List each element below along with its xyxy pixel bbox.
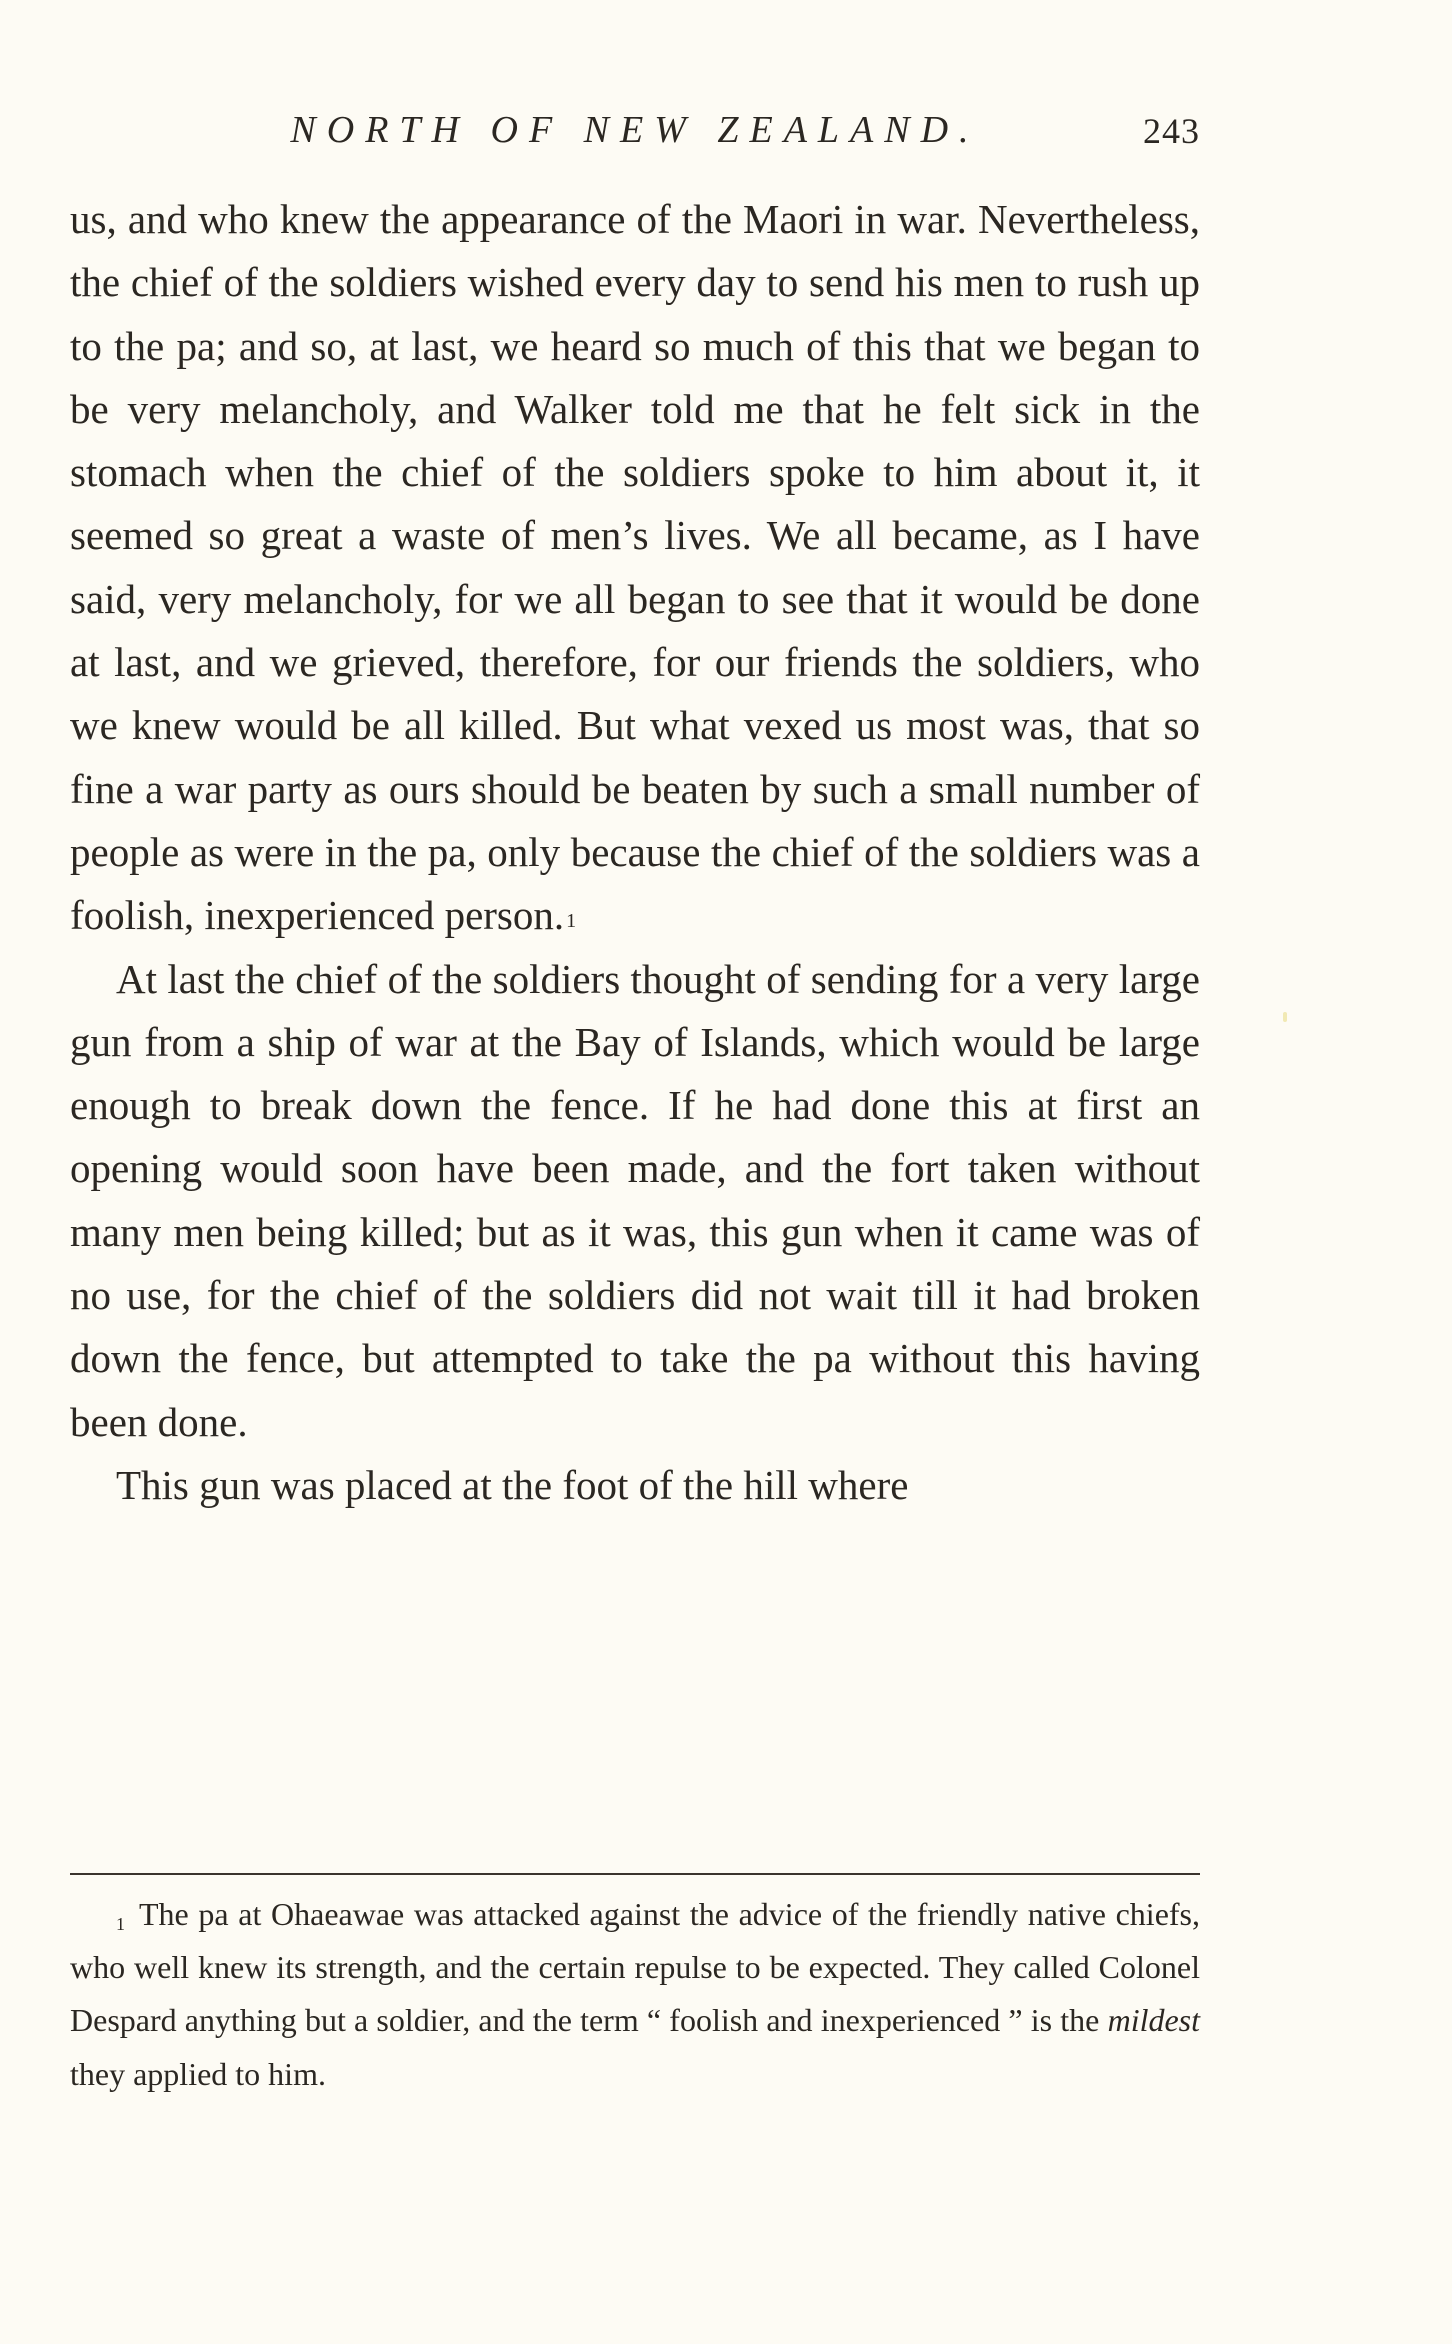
footnote-divider xyxy=(70,1873,1200,1875)
running-title: NORTH OF NEW ZEALAND. xyxy=(290,109,980,151)
page-number: 243 xyxy=(1143,111,1200,151)
paragraph-text: us, and who knew the appearance of the Maori in war. Nevertheless, the chief of the soldiers wished every day to send his men to rush up to the pa; and so, at last, we heard so much of this that we began to be very melancholy, and Walker told me that he felt sick in the stomach when the chief of the soldiers spoke to him about it, it seemed so great a waste of men’s lives. We all became, as I have said, very melancholy, for we all began to see that it would be done at last, and we grieved, therefore, for our friends the soldiers, who we knew would be all killed. But what vexed us most was, that so fine a war party as ours should be beaten by such a small number of people as were in the pa, only because the chief of the soldiers was a foolish, inexperienced person. xyxy=(70,196,1200,939)
footnote-marker: 1 xyxy=(116,1914,125,1934)
footnote-text-end: they applied to him. xyxy=(70,2055,326,2092)
running-head xyxy=(70,108,1200,158)
body-text xyxy=(70,188,1200,1517)
footnote-text: The pa at Ohaeawae was attacked against the advice of the friendly native chiefs, who well knew its strength, and the certain repulse to be expected. They called Colonel Despard anything but a soldier, and the term “ foolish and inexperienced ” is the xyxy=(70,1896,1200,2039)
paragraph: At last the chief of the soldiers thought of sending for a very large gun from a ship of war at the Bay of Islands, which would be large enough to break down the fence. If he had done this at first an opening would soon have been made, and the fort taken without many men being killed; but as it was, this gun when it came was of no use, for the chief of the soldiers did not wait till it had broken down the fence, but attempted to take the pa without this having been done. xyxy=(70,955,1200,1445)
footnote-emphasis: mildest xyxy=(1107,2002,1201,2039)
paragraph: This gun was placed at the foot of the hill where xyxy=(116,1461,909,1508)
footnote-reference: 1 xyxy=(566,910,577,933)
paper-speck xyxy=(1283,1012,1287,1022)
paragraph-continued xyxy=(70,188,1200,948)
footnote xyxy=(70,1888,1200,2101)
